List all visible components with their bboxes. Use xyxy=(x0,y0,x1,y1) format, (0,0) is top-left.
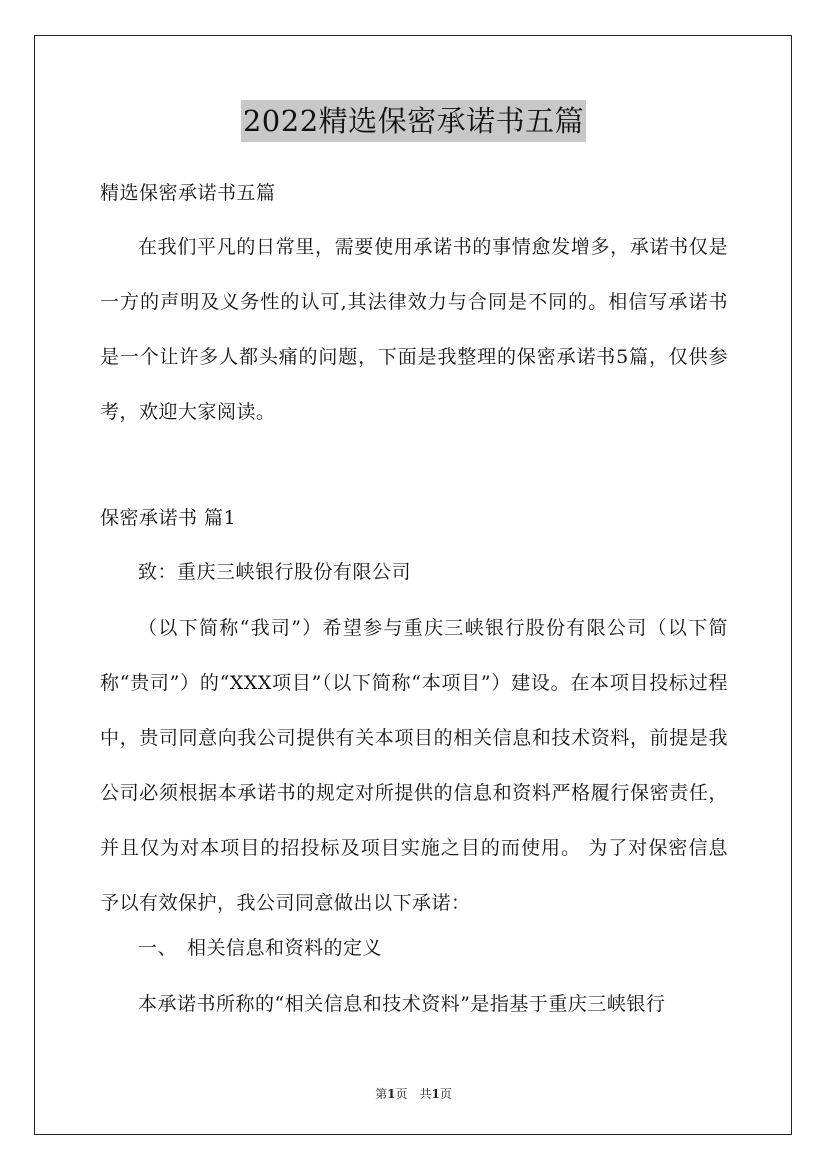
footer-page-total: 1 xyxy=(431,1087,440,1101)
document-subtitle: 精选保密承诺书五篇 xyxy=(100,182,276,204)
addressee-line: 致：重庆三峡银行股份有限公司 xyxy=(138,561,412,583)
intro-paragraph: 在我们平凡的日常里，需要使用承诺书的事情愈发增多，承诺书仅是一方的声明及义务性的认可,其法律效力与合同是不同的。相信写承诺书是一个让许多人都头痛的问题，下面是我整理的保密承诺书5篇，仅供参考，欢迎大家阅读。 xyxy=(100,236,728,423)
clause-heading: 一、 相关信息和资料的定义 xyxy=(138,937,383,959)
clause-text: 本承诺书所称的“相关信息和技术资料”是指基于重庆三峡银行 xyxy=(138,993,666,1015)
document-title: 2022精选保密承诺书五篇 xyxy=(241,100,586,142)
footer-suffix: 页 xyxy=(439,1087,452,1101)
section-heading: 保密承诺书 篇1 xyxy=(100,507,237,529)
page-footer xyxy=(0,1085,827,1102)
footer-mid: 页 共 xyxy=(395,1087,432,1101)
footer-page-number: 1 xyxy=(387,1087,396,1101)
title-container xyxy=(0,100,827,142)
footer-prefix: 第 xyxy=(375,1087,388,1101)
body-paragraph: （以下简称“我司”）希望参与重庆三峡银行股份有限公司（以下简称“贵司”）的“XXX项目”（以下简称“本项目”）建设。在本项目投标过程中，贵司同意向我公司提供有关本项目的相关信息和技术资料，前提是我公司必须根据本承诺书的规定对所提供的信息和资料严格履行保密责任，并且仅为对本项目的招投标及项目实施之目的而使用。 为了对保密信息予以有效保护，我公司同意做出以下承诺： xyxy=(100,617,728,914)
